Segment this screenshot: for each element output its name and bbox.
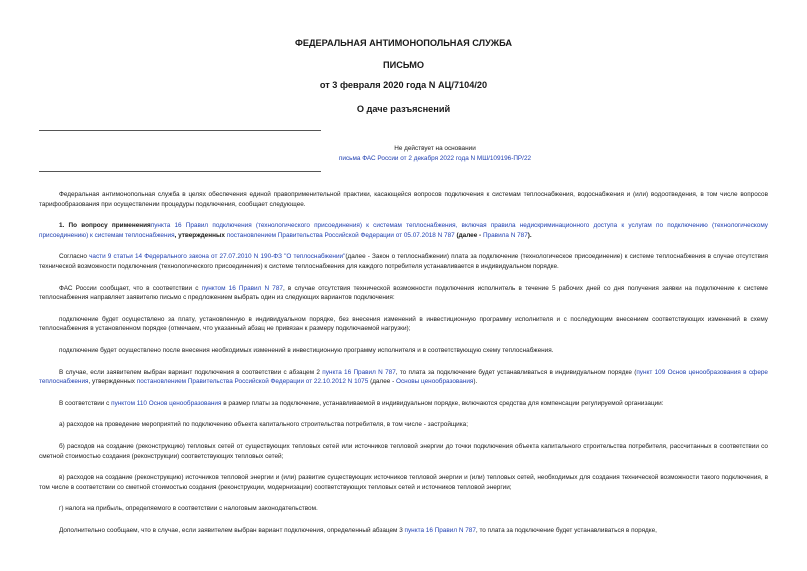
paragraph-1-bold-hereinafter: (далее - — [454, 231, 483, 239]
divider-bottom — [39, 171, 321, 172]
paragraph-option-1: подключение будет осуществлено за плату, установленную в индивидуальном порядке, без внесения изменений в инвестиционную программу исполнителя и с последующим внесением соответствующих изменений в схему теплоснабжения в установленном порядке (отмечаем, что указанный абзац не привязан к размеру подключаемой нагрузки); — [39, 315, 768, 333]
paragraph-fas-report — [39, 284, 768, 303]
document-date-number: от 3 февраля 2020 года N АЦ/7104/20 — [319, 80, 488, 90]
paragraph-additional-rest: , то плата за подключение будет устанавливаться в порядке, — [475, 526, 657, 534]
paragraph-additional — [39, 526, 768, 536]
paragraph-individual-fee-mid2: , утвержденных — [88, 378, 137, 386]
paragraph-sub-v: в) расходов на создание (реконструкцию) источников тепловой энергии и (или) развитие существующих источников тепловой энергии и (или) тепловых сетей, необходимых для создания технической возможности такого подключения, в том числе в соответствии со сметной стоимостью создания (реконструкции, модернизации) соответствующих тепловых сетей и источников тепловой энергии; — [39, 474, 768, 491]
paragraph-individual-fee-mid3: (далее - — [368, 378, 397, 386]
status-note-link-line — [270, 154, 600, 164]
paragraph-sub-g: г) налога на прибыль, определяемого в соответствии с налоговым законодательством. — [59, 505, 318, 513]
paragraph-intro: Федеральная антимонопольная служба в целях обеспечения единой правоприменительной практики, касающейся вопросов подключения к системам теплоснабжения, водоснабжения и (или) водоотведения, в том числе вопросов тарифообразования при осуществлении процедуры подключения, сообщает следующее. — [39, 191, 768, 208]
link-pricing-basics[interactable]: Основы ценообразования — [396, 378, 474, 386]
paragraph-fas-report-start: ФАС России сообщает, что в соответствии с — [59, 284, 202, 292]
document-subject: О даче разъяснений — [356, 104, 451, 114]
paragraph-individual-fee-end: ). — [473, 378, 478, 386]
document-type: ПИСЬМО — [382, 60, 425, 70]
document-body — [39, 190, 768, 547]
paragraph-item-110-start: В соответствии с — [59, 399, 112, 407]
paragraph-law-190-rest: (далее - Закон о теплоснабжении) плата за подключение (технологическое присоединение) к системе теплоснабжения в случае отсутствия технической возможности подключения (технологического присоединения) к системе теплоснабжения для каждого потребителя устанавливается в индивидуальном порядке. — [39, 253, 768, 270]
paragraph-item-110-rest: в размер платы за подключение, устанавливаемой в индивидуальном порядке, включаются средства для компенсации регулируемой организации: — [221, 399, 664, 407]
link-rules-item-16[interactable]: пункта 16 Правил подключения (технологического присоединения) к системам теплоснабжения, включая правила недискриминационного доступа к услугам по подключению (технологическому присоединению) к системам теплоснабжения — [39, 222, 768, 239]
link-rules-787[interactable]: Правила N 787 — [482, 231, 528, 239]
paragraph-item-110 — [39, 399, 768, 409]
paragraph-individual-fee-mid1: , то плата за подключение будет устанавливаться в индивидуальном порядке ( — [395, 368, 637, 376]
paragraph-sub-a: а) расходов на проведение мероприятий по подключению объекта капитального строительства потребителя, в том числе - застройщика; — [59, 421, 468, 429]
link-resolution-787[interactable]: постановлением Правительства Российской Федерации от 05.07.2018 N 787 — [226, 231, 455, 239]
link-item-16-rules-787-b[interactable]: пункта 16 Правил N 787 — [322, 368, 396, 376]
link-item-109-pricing-basics[interactable]: пункт 109 Основ ценообразования в сфере теплоснабжения — [39, 368, 768, 386]
paragraph-1-bold-close: ). — [527, 231, 532, 239]
paragraph-1-bold-lead: 1. По вопросу применения — [59, 222, 151, 230]
status-note: Не действует на основании — [394, 145, 476, 152]
paragraph-fas-report-rest: , в случае отсутствия технической возможности подключения исполнитель в течение 5 рабочих дней со дня получения заявки на подключение к системе теплоснабжения направляет заявителю письмо с предложением выбрать один из следующих вариантов подключения: — [39, 284, 768, 302]
paragraph-option-2: подключение будет осуществлено после внесения необходимых изменений в инвестиционную программу исполнителя и в соответствующую схему теплоснабжения. — [59, 346, 554, 354]
status-link[interactable]: письма ФАС России от 2 декабря 2022 года N МШ/109196-ПР/22 — [338, 155, 532, 162]
paragraph-1-bold-approved: , утвержденных — [174, 231, 227, 239]
link-item-16-rules-787-c[interactable]: пункта 16 Правил N 787 — [404, 526, 476, 534]
paragraph-1 — [39, 221, 768, 240]
paragraph-sub-b: б) расходов на создание (реконструкцию) тепловых сетей от существующих тепловых сетей или источников тепловой энергии до точки подключения объекта капитального строительства потребителя, рассчитанных в соответствии со сметной стоимостью создания (реконструкции) соответствующих тепловых сетей; — [39, 442, 768, 460]
link-item-16-rules-787[interactable]: пунктом 16 Правил N 787 — [201, 284, 283, 292]
paragraph-individual-fee-start: В случае, если заявителем выбран вариант подключения в соответствии с абзацем 2 — [59, 368, 323, 376]
link-law-190fz[interactable]: части 9 статьи 14 Федерального закона от 27.07.2010 N 190-ФЗ "О теплоснабжении" — [89, 253, 346, 261]
agency-title: ФЕДЕРАЛЬНАЯ АНТИМОНОПОЛЬНАЯ СЛУЖБА — [294, 38, 512, 48]
divider-top — [39, 130, 321, 131]
paragraph-individual-fee — [39, 368, 768, 387]
link-item-110-pricing-basics[interactable]: пунктом 110 Основ ценообразования — [111, 399, 222, 407]
link-resolution-1075[interactable]: постановлением Правительства Российской Федерации от 22.10.2012 N 1075 — [136, 378, 369, 386]
paragraph-law-190-start: Согласно — [59, 253, 90, 261]
paragraph-law-190 — [39, 252, 768, 271]
paragraph-additional-start: Дополнительно сообщаем, что в случае, если заявителем выбран вариант подключения, определенный абзацем 3 — [59, 526, 405, 534]
